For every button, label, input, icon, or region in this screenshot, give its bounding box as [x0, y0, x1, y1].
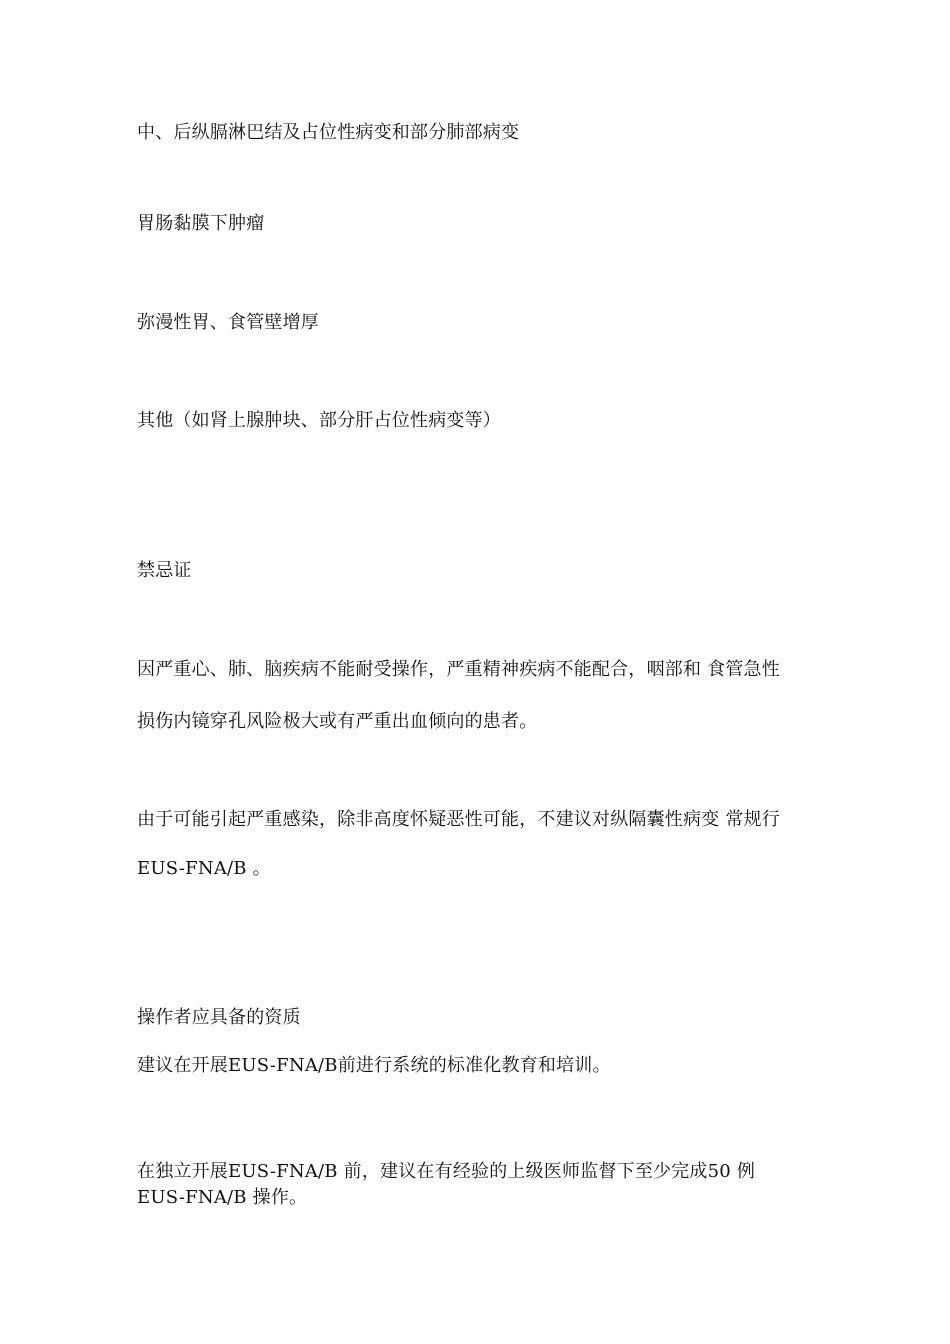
contraindication-para1-line2: 损伤内镜穿孔风险极大或有严重出血倾向的患者。 [137, 711, 538, 732]
indication-mediastinal: 中、后纵膈淋巴结及占位性病变和部分肺部病变 [137, 122, 520, 143]
contraindication-para1-line1: 因严重心、肺、脑疾病不能耐受操作，严重精神疾病不能配合，咽部和 食管急性 [137, 659, 780, 680]
contraindication-para2-line2: EUS-FNA/B 。 [137, 858, 271, 879]
qualifications-heading: 操作者应具备的资质 [137, 1007, 301, 1028]
indication-other: 其他（如肾上腺肿块、部分肝占位性病变等） [137, 410, 501, 431]
contraindications-heading: 禁忌证 [137, 560, 192, 581]
qualification-para2-line2: EUS-FNA/B 操作。 [137, 1187, 308, 1208]
qualification-para1: 建议在开展EUS-FNA/B前进行系统的标准化教育和培训。 [137, 1055, 611, 1076]
qualification-para2-line1: 在独立开展EUS-FNA/B 前，建议在有经验的上级医师监督下至少完成50 例 [137, 1161, 756, 1182]
indication-submucosal-tumor: 胃肠黏膜下肿瘤 [137, 213, 265, 234]
indication-wall-thickening: 弥漫性胃、食管壁增厚 [137, 312, 319, 333]
contraindication-para2-line1: 由于可能引起严重感染，除非高度怀疑恶性可能，不建议对纵隔囊性病变 常规行 [137, 809, 780, 830]
